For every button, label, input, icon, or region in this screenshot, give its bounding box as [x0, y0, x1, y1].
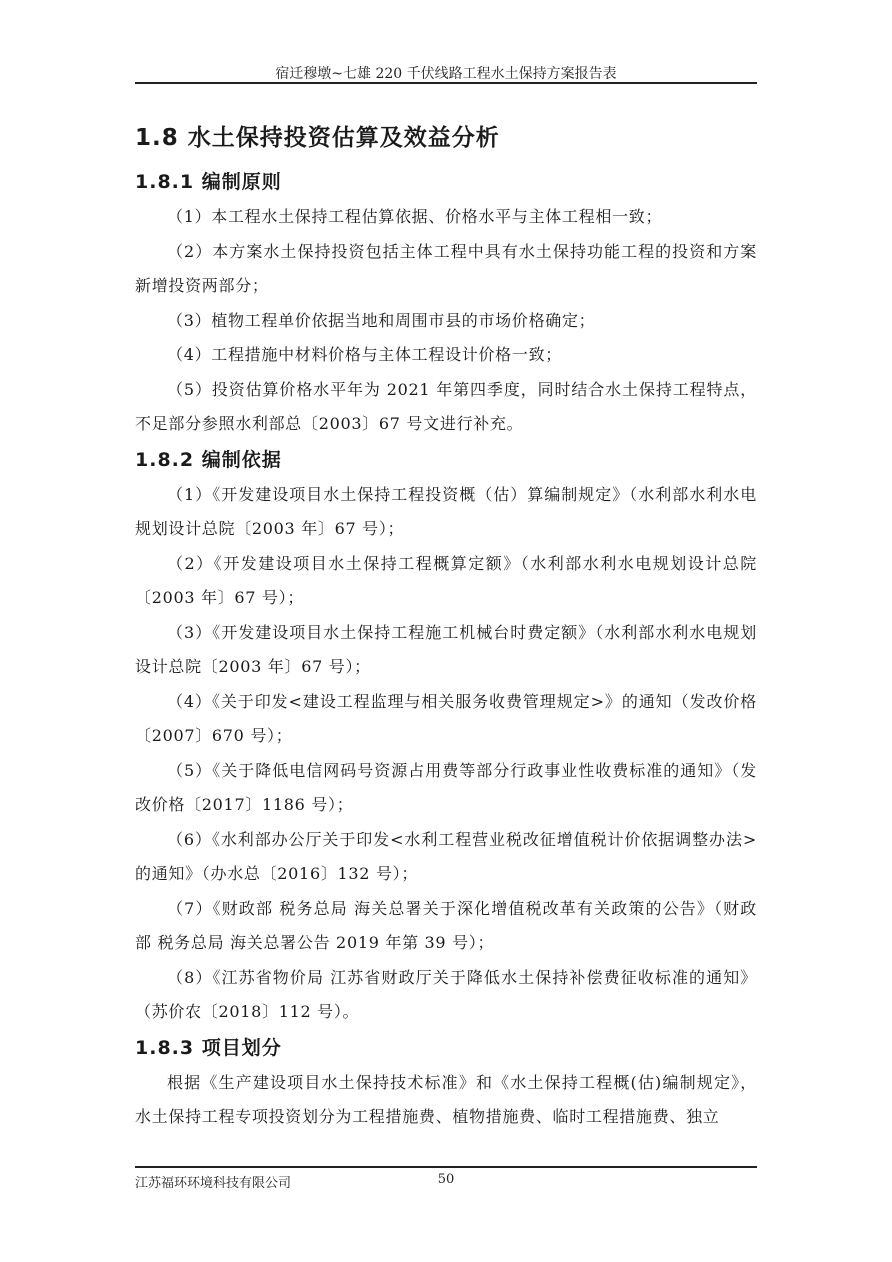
header-rule — [135, 82, 757, 84]
paragraph: （2）《开发建设项目水土保持工程概算定额》（水利部水利水电规划设计总院〔2003 年〕67 号）； — [135, 553, 757, 607]
paragraph: （6）《水利部办公厅关于印发<水利工程营业税改征增值税计价依据调整办法>的通知》（办水总〔2016〕132 号）； — [135, 829, 757, 883]
paragraph: （5）投资估算价格水平年为 2021 年第四季度，同时结合水土保持工程特点，不足部分参照水利部总〔2003〕67 号文进行补充。 — [135, 379, 757, 433]
subsection-1-8-2 — [135, 442, 757, 1030]
paragraph: （1）本工程水土保持工程估算依据、价格水平与主体工程相一致； — [167, 207, 663, 226]
paragraph: （2）本方案水土保持投资包括主体工程中具有水土保持功能工程的投资和方案新增投资两部分； — [135, 241, 757, 295]
subsection-title: 1.8.1 编制原则 — [135, 171, 282, 193]
paragraph: 根据《生产建设项目水土保持技术标准》和《水土保持工程概(估)编制规定》，水土保持工程专项投资划分为工程措施费、植物措施费、临时工程措施费、独立 — [135, 1072, 757, 1126]
paragraph: （3）《开发建设项目水土保持工程施工机械台时费定额》（水利部水利水电规划设计总院〔2003 年〕67 号）； — [135, 622, 757, 676]
document-body — [135, 112, 757, 1135]
footer-company-name: 江苏福环环境科技有限公司 — [135, 1176, 292, 1191]
section-title: 1.8 水土保持投资估算及效益分析 — [135, 125, 500, 151]
page-number: 50 — [437, 1172, 455, 1187]
paragraph: （1）《开发建设项目水土保持工程投资概（估）算编制规定》（水利部水利水电规划设计总院〔2003 年〕67 号）； — [135, 484, 757, 538]
paragraph: （5）《关于降低电信网码号资源占用费等部分行政事业性收费标准的通知》（发改价格〔2017〕1186 号）； — [135, 760, 757, 814]
paragraph: （8）《江苏省物价局 江苏省财政厅关于降低水土保持补偿费征收标准的通知》（苏价农〔2018〕112 号）。 — [135, 967, 757, 1021]
subsection-1-8-3 — [135, 1030, 757, 1135]
subsection-title: 1.8.2 编制依据 — [135, 448, 282, 471]
footer-rule — [135, 1166, 757, 1168]
paragraph: （7）《财政部 税务总局 海关总署关于深化增值税改革有关政策的公告》（财政部 税务总局 海关总署公告 2019 年第 39 号）； — [135, 898, 757, 952]
subsection-1-8-1 — [135, 164, 757, 442]
subsection-title: 1.8.3 项目划分 — [135, 1036, 282, 1059]
paragraph: （4）工程措施中材料价格与主体工程设计价格一致； — [167, 345, 562, 364]
paragraph: （3）植物工程单价依据当地和周围市县的市场价格确定； — [167, 310, 596, 330]
paragraph: （4）《关于印发<建设工程监理与相关服务收费管理规定>》的通知（发改价格〔2007〕670 号）； — [135, 691, 757, 745]
page-header-title: 宿迁穆墩~七雄 220 千伏线路工程水土保持方案报告表 — [275, 66, 617, 82]
